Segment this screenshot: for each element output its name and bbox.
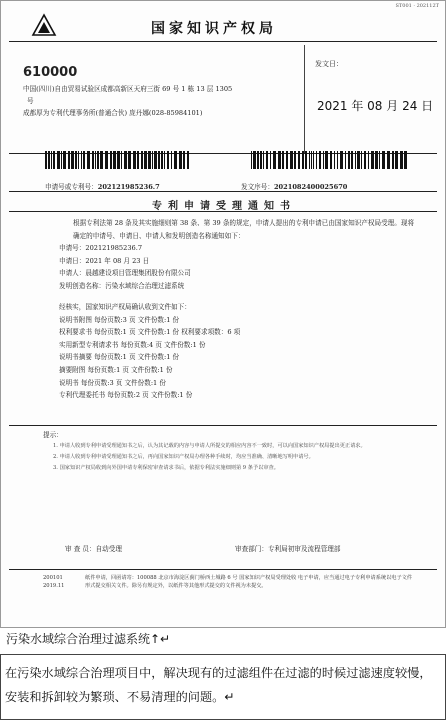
barcode-bar xyxy=(61,151,62,169)
barcode-bar xyxy=(334,151,335,169)
barcode-bar xyxy=(298,151,300,169)
application-line: 申请号或专利号：202121985236.7 发文序号：2021082400025670 xyxy=(45,183,348,191)
barcode-bar xyxy=(45,151,47,169)
barcode-bar xyxy=(121,151,122,169)
file-item: 摘要附图 每份页数:1 页 文件份数:1 份 xyxy=(59,365,173,374)
barcode-bar xyxy=(137,151,139,169)
tip-item: 2. 申请人收到专利申请受理通知书之后，再向国家知识产权局办理各种手续时，均应当准确、清晰地写明申请号。 xyxy=(53,454,314,460)
invention-line: 发明创造名称：污染水域综合治理过滤系统 xyxy=(59,281,185,290)
barcode-bar xyxy=(345,151,346,169)
figure-caption: 污染水域综合治理过滤系统↑↵ xyxy=(6,632,171,646)
barcode-bar xyxy=(351,151,353,169)
barcode-bar xyxy=(319,151,321,169)
address-block xyxy=(9,45,305,153)
date-block xyxy=(305,45,439,153)
app-number-line: 申请号：202121985236.7 xyxy=(59,244,143,253)
form-code: ST001 · 202112T xyxy=(395,3,439,9)
barcode-bar xyxy=(75,151,77,169)
barcode-bar xyxy=(117,151,120,169)
barcode-bar xyxy=(57,151,60,169)
barcode-bar xyxy=(158,151,160,169)
reviewer-line xyxy=(65,543,405,553)
barcode-bar xyxy=(340,151,343,169)
barcode-bar xyxy=(63,151,66,169)
barcode-bar xyxy=(174,151,177,169)
office-name: 国家知识产权局 xyxy=(151,21,277,37)
barcode-bar xyxy=(124,151,127,169)
file-item: 说明书摘要 每份页数:1 页 文件份数:1 份 xyxy=(59,353,180,362)
barcode-bar xyxy=(53,151,55,169)
file-item: 实用新型专利请求书 每份页数:4 页 文件份数:1 份 xyxy=(59,340,206,349)
barcode-bar xyxy=(294,151,296,169)
file-item: 说明书附图 每份页数:3 页 文件份数:1 份 xyxy=(59,315,180,324)
barcode-bar xyxy=(87,151,90,169)
barcode-bar xyxy=(257,151,259,169)
barcode-bar xyxy=(273,151,276,169)
barcode-bar xyxy=(311,151,312,169)
barcode-bar xyxy=(167,151,169,169)
barcode-bar xyxy=(278,151,281,169)
recipient-address: 中国(四川)自由贸易试验区成都高新区天府三街 69 号 1 栋 13 层 1305 号 成都厚为专利代理事务所(普通合伙) 庞丹娜(028-85984101) xyxy=(23,83,303,119)
barcode-bar xyxy=(305,151,307,169)
barcode-bar xyxy=(368,151,369,169)
barcode-bar xyxy=(48,151,50,169)
barcode-bar xyxy=(330,151,332,169)
barcode-bar xyxy=(81,151,82,169)
file-item: 说明书 每份页数:3 页 文件份数:1 份 xyxy=(59,378,166,387)
barcode-bar xyxy=(253,151,256,169)
barcode-bar xyxy=(357,151,360,169)
barcode-bar xyxy=(382,151,385,169)
barcode-bar xyxy=(286,151,288,169)
barcode-bar xyxy=(392,151,394,169)
barcode-bar xyxy=(323,151,324,169)
file-item: 权利要求书 每份页数:1 页 文件份数:1 份 权利要求项数：6 项 xyxy=(59,328,241,337)
notice-title: 专利申请受理通知书 xyxy=(152,201,296,212)
barcode-bar xyxy=(263,151,264,169)
barcode-bar xyxy=(128,151,131,169)
barcode-bar xyxy=(361,151,362,169)
header-rule xyxy=(9,41,437,42)
barcode-bar xyxy=(179,151,182,169)
postcode: 610000 xyxy=(23,65,78,80)
file-item: 专利代理委托书 每份页数:2 页 文件份数:1 份 xyxy=(59,391,193,400)
barcode-bar xyxy=(266,151,268,169)
barcode-bar xyxy=(251,151,252,169)
barcode-bar xyxy=(313,151,314,169)
applicant-line: 申请人：晨越建设项目管理集团股份有限公司 xyxy=(59,269,191,278)
barcode-bar xyxy=(337,151,338,169)
barcode-bar xyxy=(400,151,403,169)
date-label: 发文日： xyxy=(315,60,343,68)
serial-number: 2021082400025670 xyxy=(273,183,348,191)
agent-line: 成都厚为专利代理事务所(普通合伙) 庞丹娜(028-85984101) xyxy=(23,109,203,117)
office-emblem-icon xyxy=(31,13,57,37)
barcode-bar xyxy=(364,151,366,169)
barcode-bar xyxy=(68,151,70,169)
title-rule-top xyxy=(9,191,437,192)
barcode-bar xyxy=(97,151,99,169)
application-number: 202121985236.7 xyxy=(97,183,160,191)
reviewer: 审 查 员：自动受理 xyxy=(65,545,122,553)
barcode-left xyxy=(45,151,195,169)
barcode-bar xyxy=(290,151,293,169)
barcode-bar xyxy=(171,151,172,169)
barcode-bar xyxy=(387,151,390,169)
barcode-bar xyxy=(282,151,284,169)
barcode-bar xyxy=(395,151,398,169)
barcode-bar xyxy=(105,151,108,169)
intro-paragraph: 根据专利法第 28 条及其实施细则第 38 条、第 39 条的规定，申请人提出的专利申请已由国家知识产权局受理。现将确定的申请号、申请日、申请人和发明创造名称通知如下： xyxy=(73,219,415,240)
title-rule-bottom xyxy=(9,211,437,212)
barcode-bar xyxy=(78,151,79,169)
received-files xyxy=(59,301,415,402)
office-header xyxy=(1,13,446,37)
barcode-bar xyxy=(316,151,317,169)
barcode-bar xyxy=(92,151,94,169)
description-paragraph: 在污染水域综合治理项目中，解决现有的过滤组件在过滤的时候过滤速度较慢，安装和拆卸较为繁琐、不易清理的问题。↵ xyxy=(0,654,446,720)
barcode-bar xyxy=(152,151,153,169)
barcode-bar xyxy=(110,151,112,169)
barcode-bar xyxy=(260,151,262,169)
barcode-bar xyxy=(371,151,374,169)
barcode-bar xyxy=(375,151,378,169)
barcode-bar xyxy=(154,151,157,169)
barcode-bar xyxy=(113,151,116,169)
barcode-bar xyxy=(100,151,103,169)
barcode-bar xyxy=(270,151,271,169)
barcode-bar xyxy=(161,151,163,169)
barcode-bar xyxy=(379,151,380,169)
barcode-bar xyxy=(83,151,85,169)
tip-item: 3. 国家知识产权局收到向外国申请专利保密审查请求书后，依据专利法实施细则第 9 条予以审查。 xyxy=(53,465,279,471)
barcode-bar xyxy=(309,151,310,169)
tips-list xyxy=(53,441,423,474)
barcode-bar xyxy=(141,151,143,169)
barcode-bar xyxy=(302,151,304,169)
barcode-bar xyxy=(325,151,328,169)
tip-item: 1. 申请人收到专利申请受理通知书之后，认为其记载的内容与申请人所提交的相应内容不一致时，可以向国家知识产权局提出更正请求。 xyxy=(53,443,366,449)
footer-codes: 200101 2019.11 xyxy=(43,575,65,589)
filing-date-line: 申请日：2021 年 08 月 23 日 xyxy=(59,256,150,265)
files-intro: 经核实，国家知识产权局确认收到文件如下： xyxy=(59,303,191,311)
barcode-bar xyxy=(133,151,136,169)
barcode-bar xyxy=(355,151,356,169)
barcode-bar xyxy=(148,151,151,169)
barcode-bar xyxy=(71,151,74,169)
barcode-bar xyxy=(51,151,52,169)
barcode-right xyxy=(251,151,411,169)
barcode-bar xyxy=(144,151,147,169)
footer-text: 纸件申请，回函请寄：100088 北京市海淀区蓟门桥西土城路 6 号 国家知识产权局受理处收 电子申请，应当通过电子专利申请系统以电子文件形式提交相关文件。除另有规定外，以纸件等其他形式提交的文件视为未提交。 xyxy=(85,575,413,589)
footer-rule xyxy=(9,569,437,570)
barcode-bar xyxy=(404,151,407,169)
tips-rule xyxy=(9,425,437,426)
tips-label: 提示： xyxy=(43,431,63,439)
barcode-bar xyxy=(187,151,189,169)
barcode-bar xyxy=(164,151,165,169)
barcode-bar xyxy=(95,151,96,169)
handwritten-date: 2021 年 08 月 24 日 xyxy=(317,99,434,113)
barcode-bar xyxy=(183,151,185,169)
notice-body xyxy=(59,217,415,293)
review-department: 审查部门：专利局初审及流程管理部 xyxy=(235,545,341,553)
barcode-bar xyxy=(348,151,350,169)
